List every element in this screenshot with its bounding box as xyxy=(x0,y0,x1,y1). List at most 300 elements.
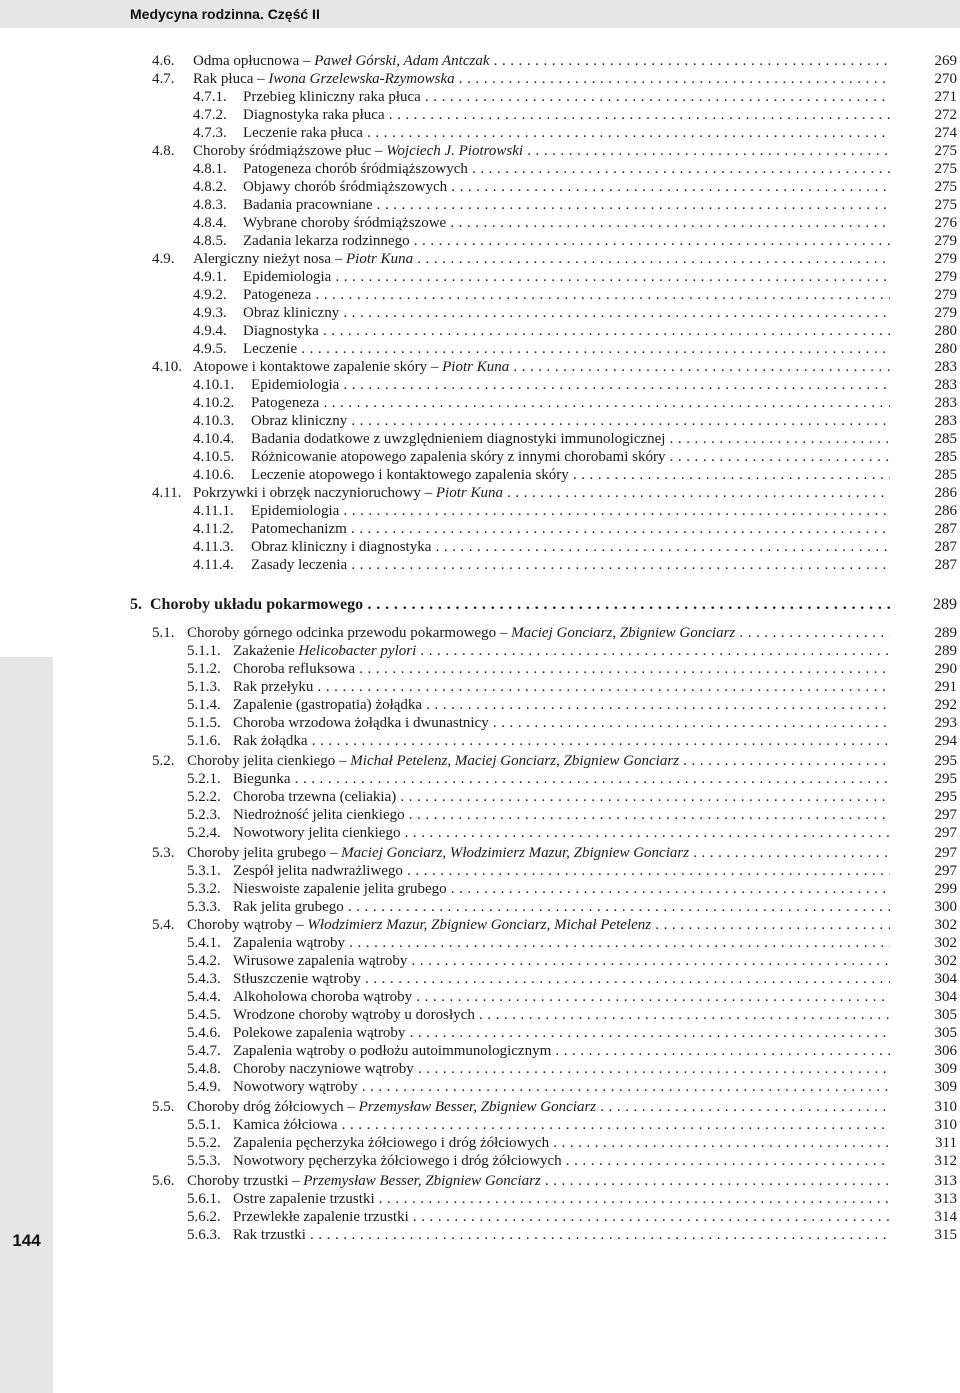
toc-entry-number: 4.9.4. xyxy=(193,323,227,339)
toc-entry-number: 5.2.4. xyxy=(187,825,221,841)
toc-entry xyxy=(0,988,960,1006)
toc-entry xyxy=(0,806,960,824)
toc-entry-page: 274 xyxy=(934,125,957,141)
toc-entry-number: 5.1.5. xyxy=(187,715,221,731)
toc-entry-title-text: Atopowe i kontaktowe zapalenie skóry xyxy=(193,359,428,375)
toc-entry-title xyxy=(233,880,890,898)
toc-entry-title: Rak płuca – Iwona Grzelewska-Rzymowska . . . xyxy=(193,70,890,88)
toc-entry-title-text: Choroby jelita cienkiego xyxy=(187,753,336,769)
toc-entry xyxy=(0,1098,960,1116)
toc-entry-title xyxy=(233,1060,890,1078)
toc-entry xyxy=(0,898,960,916)
toc-entry xyxy=(0,376,960,394)
toc-entry-title-text: Przewlekłe zapalenie trzustki xyxy=(233,1209,409,1225)
toc-entry-number: 5.3.3. xyxy=(187,899,221,915)
toc-entry-title-text: Odma opłucnowa xyxy=(193,53,300,69)
toc-entry xyxy=(0,502,960,520)
toc-entry-title: Choroby górnego odcinka przewodu pokarmowego – Maciej Gonciarz, Zbigniew Gonciarz . . . xyxy=(187,624,890,642)
toc-entry-number: 5.4.9. xyxy=(187,1079,221,1095)
toc-entry-number: 5. xyxy=(130,596,142,613)
toc-entry-page: 294 xyxy=(934,733,957,749)
toc-entry-title xyxy=(251,448,890,466)
toc-entry-title-text: Nowotwory jelita cienkiego xyxy=(233,825,401,841)
toc-entry-title-text: Polekowe zapalenia wątroby xyxy=(233,1025,406,1041)
toc-entry-page: 302 xyxy=(934,935,957,951)
toc-entry-page: 305 xyxy=(934,1025,957,1041)
toc-entry-number: 4.8.1. xyxy=(193,161,227,177)
toc-entry-title-text: Choroba trzewna (celiakia) xyxy=(233,789,397,805)
toc-entry-title xyxy=(243,196,890,214)
toc-entry-title-text: Rak płuca xyxy=(193,71,254,87)
toc-entry xyxy=(0,448,960,466)
toc-entry-author: Wojciech J. Piotrowski xyxy=(386,143,524,159)
toc-entry-title-text: Obraz kliniczny i diagnostyka xyxy=(251,539,432,555)
toc-entry-page: 279 xyxy=(934,233,957,249)
toc-entry-number: 4.10. xyxy=(152,359,182,375)
toc-entry xyxy=(0,770,960,788)
toc-entry xyxy=(0,556,960,574)
toc-entry-title xyxy=(233,1226,890,1244)
toc-entry xyxy=(0,732,960,750)
toc-entry xyxy=(0,660,960,678)
toc-entry-page: 310 xyxy=(934,1117,957,1133)
toc-entry xyxy=(0,520,960,538)
toc-entry-title xyxy=(233,1190,890,1208)
toc-entry-number: 4.9.2. xyxy=(193,287,227,303)
toc-entry-page: 314 xyxy=(934,1209,957,1225)
toc-entry-page: 286 xyxy=(934,485,957,501)
toc-entry-number: 5.4.3. xyxy=(187,971,221,987)
toc-entry xyxy=(0,70,960,88)
toc-entry-number: 5.2.3. xyxy=(187,807,221,823)
toc-entry-title-text: Leczenie atopowego i kontaktowego zapalenia skóry xyxy=(251,467,569,483)
toc-entry-page: 279 xyxy=(934,251,957,267)
toc-entry-number: 4.8.2. xyxy=(193,179,227,195)
toc-entry-page: 291 xyxy=(934,679,957,695)
toc-entry-title-text: Epidemiologia xyxy=(243,269,332,285)
toc-entry xyxy=(0,714,960,732)
toc-entry-page: 285 xyxy=(934,467,957,483)
toc-entry-page: 275 xyxy=(934,143,957,159)
toc-entry-number: 4.10.3. xyxy=(193,413,235,429)
toc-entry-number: 5.5.2. xyxy=(187,1135,221,1151)
toc-entry-author: Paweł Górski, Adam Antczak xyxy=(314,53,490,69)
toc-entry-author: Piotr Kuna xyxy=(346,251,414,267)
toc-entry-number: 4.9. xyxy=(152,251,175,267)
toc-entry xyxy=(0,52,960,70)
toc-entry-title xyxy=(233,952,890,970)
toc-entry-title-text: Obraz kliniczny xyxy=(251,413,348,429)
toc-entry-page: 287 xyxy=(934,557,957,573)
toc-entry-title-text: Zapalenia wątroby o podłożu autoimmunologicznym xyxy=(233,1043,552,1059)
toc-entry-number: 5.3. xyxy=(152,845,175,861)
toc-entry-page: 315 xyxy=(934,1227,957,1243)
toc-entry-page: 292 xyxy=(934,697,957,713)
toc-entry xyxy=(0,844,960,862)
toc-entry-number: 5.4.5. xyxy=(187,1007,221,1023)
toc-entry-title xyxy=(233,660,890,678)
toc-entry-page: 297 xyxy=(934,863,957,879)
toc-entry-number: 4.10.2. xyxy=(193,395,235,411)
toc-entry-title-text: Epidemiologia xyxy=(251,377,340,393)
toc-entry xyxy=(0,1208,960,1226)
toc-entry-number: 4.9.1. xyxy=(193,269,227,285)
book-title: Medycyna rodzinna. Część II xyxy=(130,6,320,22)
toc-entry-page: 286 xyxy=(934,503,957,519)
toc-entry xyxy=(0,142,960,160)
toc-entry-page: 305 xyxy=(934,1007,957,1023)
toc-entry-number: 4.11. xyxy=(152,485,182,501)
toc-entry-number: 5.4.1. xyxy=(187,935,221,951)
toc-entry-page: 313 xyxy=(934,1191,957,1207)
toc-entry-title xyxy=(251,412,890,430)
toc-entry-title xyxy=(243,88,890,106)
toc-entry-page: 297 xyxy=(934,825,957,841)
toc-entry-title-text: Objawy chorób śródmiąższowych xyxy=(243,179,448,195)
toc-entry xyxy=(0,1042,960,1060)
toc-entry-number: 5.1. xyxy=(152,625,175,641)
toc-entry xyxy=(0,232,960,250)
toc-entry xyxy=(0,934,960,952)
toc-entry-title: Choroby wątroby – Włodzimierz Mazur, Zbigniew Gonciarz, Michał Petelenz . . . xyxy=(187,916,890,934)
toc-entry-title xyxy=(243,322,890,340)
toc-entry-page: 283 xyxy=(934,359,957,375)
toc-entry-title xyxy=(233,970,890,988)
toc-entry-title xyxy=(233,1024,890,1042)
toc-entry-number: 4.9.3. xyxy=(193,305,227,321)
toc-entry-number: 4.10.5. xyxy=(193,449,235,465)
toc-entry-title: Choroby dróg żółciowych – Przemysław Besser, Zbigniew Gonciarz . . . xyxy=(187,1098,890,1116)
toc-entry-page: 309 xyxy=(934,1079,957,1095)
toc-entry-title xyxy=(243,268,890,286)
toc-entry xyxy=(0,788,960,806)
toc-entry-number: 4.7. xyxy=(152,71,175,87)
toc-entry-title-text: Rak żołądka xyxy=(233,733,308,749)
toc-entry-title xyxy=(243,232,890,250)
toc-entry-title: Choroby trzustki – Przemysław Besser, Zbigniew Gonciarz . . . xyxy=(187,1172,890,1190)
toc-entry-title xyxy=(251,520,890,538)
toc-entry xyxy=(0,250,960,268)
toc-entry xyxy=(0,358,960,376)
toc-entry-title xyxy=(233,1042,890,1060)
toc-entry xyxy=(0,286,960,304)
toc-entry-title xyxy=(243,214,890,232)
toc-entry-title xyxy=(233,1208,890,1226)
toc-entry-title-text: Różnicowanie atopowego zapalenia skóry z innymi chorobami skóry xyxy=(251,449,666,465)
toc-entry xyxy=(0,466,960,484)
toc-entry xyxy=(0,952,960,970)
toc-entry-page: 287 xyxy=(934,539,957,555)
toc-entry xyxy=(0,88,960,106)
toc-entry-title xyxy=(233,824,890,842)
toc-entry-title xyxy=(251,376,890,394)
toc-entry-number: 5.6.2. xyxy=(187,1209,221,1225)
toc-entry-title-text: Choroby jelita grubego xyxy=(187,845,327,861)
toc-entry-number: 4.11.2. xyxy=(193,521,234,537)
toc-entry-title-text: Zapalenia wątroby xyxy=(233,935,346,951)
toc-entry-title-text: Alkoholowa choroba wątroby xyxy=(233,989,413,1005)
toc-entry-page: 289 xyxy=(934,625,957,641)
toc-entry-title-text: Zasady leczenia xyxy=(251,557,348,573)
toc-entry xyxy=(0,696,960,714)
toc-entry-number: 4.11.3. xyxy=(193,539,234,555)
toc-entry-title-text: Diagnostyka raka płuca xyxy=(243,107,385,123)
toc-entry-title xyxy=(243,160,890,178)
toc-entry-title-text: Patomechanizm xyxy=(251,521,347,537)
toc-entry xyxy=(0,196,960,214)
toc-entry-page: 285 xyxy=(934,449,957,465)
toc-entry-title-text: Niedrożność jelita cienkiego xyxy=(233,807,405,823)
toc-entry-title-text: Zapalenia pęcherzyka żółciowego i dróg żółciowych xyxy=(233,1135,550,1151)
toc-entry xyxy=(0,880,960,898)
toc-entry xyxy=(0,430,960,448)
toc-entry-number: 4.7.2. xyxy=(193,107,227,123)
toc-entry xyxy=(0,970,960,988)
toc-entry-page: 270 xyxy=(934,71,957,87)
toc-entry-page: 310 xyxy=(934,1099,957,1115)
toc-entry-number: 5.5. xyxy=(152,1099,175,1115)
toc-entry-number: 4.7.3. xyxy=(193,125,227,141)
toc-entry-page: 313 xyxy=(934,1173,957,1189)
toc-entry-number: 5.6. xyxy=(152,1173,175,1189)
toc-entry-title xyxy=(233,642,890,660)
toc-entry-title xyxy=(243,106,890,124)
toc-entry-title xyxy=(233,806,890,824)
toc-entry-page: 295 xyxy=(934,753,957,769)
toc-entry-title-text: Zakażenie xyxy=(233,643,295,659)
toc-entry xyxy=(0,678,960,696)
toc-entry-page: 312 xyxy=(934,1153,957,1169)
toc-entry-page: 297 xyxy=(934,807,957,823)
toc-entry-page: 289 xyxy=(934,643,957,659)
toc-entry-title xyxy=(243,178,890,196)
toc-entry-title: Atopowe i kontaktowe zapalenie skóry – Piotr Kuna . . . xyxy=(193,358,890,376)
toc-entry xyxy=(0,124,960,142)
toc-entry-number: 5.4.4. xyxy=(187,989,221,1005)
toc-entry-page: 289 xyxy=(933,596,957,613)
toc-entry-title-text: Choroba refluksowa xyxy=(233,661,356,677)
toc-entry-page: 280 xyxy=(934,341,957,357)
toc-entry-title-text: Choroby trzustki xyxy=(187,1173,289,1189)
toc-entry-title-text: Ostre zapalenie trzustki xyxy=(233,1191,375,1207)
toc-entry-title-text: Zespół jelita nadwrażliwego xyxy=(233,863,403,879)
toc-entry-author: Maciej Gonciarz, Włodzimierz Mazur, Zbigniew Gonciarz xyxy=(341,845,690,861)
toc-entry-page: 271 xyxy=(934,89,957,105)
toc-entry-page: 290 xyxy=(934,661,957,677)
toc-entry-number: 5.1.3. xyxy=(187,679,221,695)
toc-entry-number: 5.6.1. xyxy=(187,1191,221,1207)
toc-entry-number: 4.7.1. xyxy=(193,89,227,105)
toc-entry xyxy=(0,596,960,614)
toc-entry xyxy=(0,1060,960,1078)
toc-entry-title-text: Choroby układu pokarmowego xyxy=(150,596,364,613)
toc-entry-title-text: Leczenie xyxy=(243,341,298,357)
toc-entry-title xyxy=(251,466,890,484)
toc-entry-page: 276 xyxy=(934,215,957,231)
toc-entry-title-text: Nieswoiste zapalenie jelita grubego xyxy=(233,881,447,897)
toc-entry-number: 5.2.2. xyxy=(187,789,221,805)
toc-entry-title-text: Patogeneza xyxy=(251,395,320,411)
toc-entry-number: 5.4.8. xyxy=(187,1061,221,1077)
toc-entry xyxy=(0,624,960,642)
toc-entry-page: 283 xyxy=(934,395,957,411)
toc-entry-number: 4.8.3. xyxy=(193,197,227,213)
toc-entry-page: 280 xyxy=(934,323,957,339)
toc-entry-number: 5.5.3. xyxy=(187,1153,221,1169)
toc-entry-title-text: Nowotwory pęcherzyka żółciowego i dróg żółciowych xyxy=(233,1153,562,1169)
toc-entry-page: 295 xyxy=(934,771,957,787)
toc-entry-title xyxy=(150,596,890,614)
toc-entry-title-text: Rak trzustki xyxy=(233,1227,306,1243)
toc-entry xyxy=(0,1006,960,1024)
toc-entry-title-text: Kamica żółciowa xyxy=(233,1117,338,1133)
toc-entry-page: 311 xyxy=(935,1135,957,1151)
toc-entry-title-text: Choroby śródmiąższowe płuc xyxy=(193,143,372,159)
toc-entry-page: 275 xyxy=(934,179,957,195)
toc-entry-title: Choroby jelita cienkiego – Michał Petelenz, Maciej Gonciarz, Zbigniew Gonciarz . . . xyxy=(187,752,890,770)
toc-entry-number: 5.4.2. xyxy=(187,953,221,969)
toc-entry-title xyxy=(233,934,890,952)
toc-entry-title-text: Alergiczny nieżyt nosa xyxy=(193,251,332,267)
toc-entry-page: 299 xyxy=(934,881,957,897)
toc-entry xyxy=(0,1116,960,1134)
toc-entry xyxy=(0,340,960,358)
toc-entry-page: 306 xyxy=(934,1043,957,1059)
toc-entry-page: 302 xyxy=(934,917,957,933)
toc-entry-title xyxy=(233,1134,890,1152)
toc-entry xyxy=(0,1172,960,1190)
toc-entry-author: Włodzimierz Mazur, Zbigniew Gonciarz, Michał Petelenz xyxy=(307,917,652,933)
toc-entry-title-text: Wrodzone choroby wątroby u dorosłych xyxy=(233,1007,475,1023)
toc-entry-title-text: Wybrane choroby śródmiąższowe xyxy=(243,215,447,231)
toc-entry-title xyxy=(233,714,890,732)
toc-entry-title-text: Choroby naczyniowe wątroby xyxy=(233,1061,414,1077)
toc-entry-title xyxy=(233,732,890,750)
toc-entry xyxy=(0,412,960,430)
toc-entry-title xyxy=(251,430,890,448)
toc-entry-title-text: Leczenie raka płuca xyxy=(243,125,363,141)
toc-entry-page: 295 xyxy=(934,789,957,805)
toc-entry-number: 4.10.1. xyxy=(193,377,235,393)
toc-entry-title: Alergiczny nieżyt nosa – Piotr Kuna . . . xyxy=(193,250,890,268)
toc-entry-page: 309 xyxy=(934,1061,957,1077)
toc-entry-title: Choroby śródmiąższowe płuc – Wojciech J. Piotrowski . . . xyxy=(193,142,890,160)
toc-entry xyxy=(0,322,960,340)
toc-entry-number: 5.1.2. xyxy=(187,661,221,677)
toc-entry-title xyxy=(233,678,890,696)
toc-entry-page: 279 xyxy=(934,287,957,303)
toc-entry xyxy=(0,214,960,232)
toc-entry-number: 5.4.6. xyxy=(187,1025,221,1041)
toc-entry-title-text: Rak jelita grubego xyxy=(233,899,344,915)
toc-entry-page: 279 xyxy=(934,305,957,321)
toc-entry-author: Piotr Kuna xyxy=(442,359,510,375)
toc-entry-page: 275 xyxy=(934,161,957,177)
toc-entry-title xyxy=(233,788,890,806)
toc-entry-number: 4.9.5. xyxy=(193,341,227,357)
toc-entry-title xyxy=(233,1006,890,1024)
toc-entry-title xyxy=(233,770,890,788)
toc-entry-title-text: Choroba wrzodowa żołądka i dwunastnicy xyxy=(233,715,489,731)
toc-entry-title-text: Rak przełyku xyxy=(233,679,314,695)
toc-entry-title-text: Pokrzywki i obrzęk naczynioruchowy xyxy=(193,485,421,501)
toc-entry-page: 297 xyxy=(934,845,957,861)
toc-entry-page: 293 xyxy=(934,715,957,731)
toc-entry-page: 287 xyxy=(934,521,957,537)
toc-entry xyxy=(0,484,960,502)
toc-entry-title xyxy=(251,394,890,412)
toc-entry-title-text: Badania dodatkowe z uwzględnieniem diagnostyki immunologicznej xyxy=(251,431,666,447)
toc-entry-page: 304 xyxy=(934,989,957,1005)
toc-entry-title: Choroby jelita grubego – Maciej Gonciarz, Włodzimierz Mazur, Zbigniew Gonciarz . . . xyxy=(187,844,890,862)
toc-entry xyxy=(0,752,960,770)
toc-entry-title xyxy=(233,1152,890,1170)
toc-entry xyxy=(0,642,960,660)
toc-entry-number: 5.3.2. xyxy=(187,881,221,897)
toc-entry-page: 283 xyxy=(934,413,957,429)
toc-entry-title xyxy=(251,556,890,574)
toc-entry-title xyxy=(233,1116,890,1134)
toc-entry-page: 283 xyxy=(934,377,957,393)
toc-entry-author: Iwona Grzelewska-Rzymowska xyxy=(268,71,455,87)
toc-entry-title xyxy=(233,862,890,880)
toc-entry-number: 5.4.7. xyxy=(187,1043,221,1059)
toc-entry-title-text: Patogeneza chorób śródmiąższowych xyxy=(243,161,468,177)
toc-entry-title-italic: Helicobacter pylori xyxy=(298,643,417,659)
toc-entry-title-text: Nowotwory wątroby xyxy=(233,1079,358,1095)
toc-entry-author: Michał Petelenz, Maciej Gonciarz, Zbigniew Gonciarz xyxy=(350,753,679,769)
toc-entry-page: 300 xyxy=(934,899,957,915)
toc-entry-title-text: Epidemiologia xyxy=(251,503,340,519)
toc-entry-title xyxy=(243,286,890,304)
toc-entry-number: 4.10.4. xyxy=(193,431,235,447)
toc-entry-number: 4.11.4. xyxy=(193,557,234,573)
toc-entry-page: 304 xyxy=(934,971,957,987)
toc-entry xyxy=(0,916,960,934)
toc-entry-title-text: Zapalenie (gastropatia) żołądka xyxy=(233,697,423,713)
toc-entry xyxy=(0,862,960,880)
toc-entry-page: 279 xyxy=(934,269,957,285)
toc-entry xyxy=(0,1226,960,1244)
toc-entry-title-text: Przebieg kliniczny raka płuca xyxy=(243,89,421,105)
toc-entry-title xyxy=(251,538,890,556)
toc-entry-author: Maciej Gonciarz, Zbigniew Gonciarz xyxy=(511,625,736,641)
toc-entry-title-text: Obraz kliniczny xyxy=(243,305,340,321)
toc-entry-title xyxy=(233,1078,890,1096)
toc-entry-page: 302 xyxy=(934,953,957,969)
toc-entry-title-text: Wirusowe zapalenia wątroby xyxy=(233,953,408,969)
toc-entry xyxy=(0,1134,960,1152)
toc-entry-number: 5.3.1. xyxy=(187,863,221,879)
toc-entry xyxy=(0,160,960,178)
toc-entry-page: 272 xyxy=(934,107,957,123)
toc-entry xyxy=(0,106,960,124)
toc-entry-number: 5.2. xyxy=(152,753,175,769)
toc-entry-title-text: Stłuszczenie wątroby xyxy=(233,971,361,987)
toc-entry-title-text: Choroby górnego odcinka przewodu pokarmowego xyxy=(187,625,497,641)
toc-entry-page: 285 xyxy=(934,431,957,447)
toc-entry-number: 4.11.1. xyxy=(193,503,234,519)
toc-entry-title-text: Choroby dróg żółciowych xyxy=(187,1099,344,1115)
toc-entry-title-text: Biegunka xyxy=(233,771,291,787)
toc-entry xyxy=(0,1078,960,1096)
toc-entry xyxy=(0,178,960,196)
toc-entry-number: 5.1.4. xyxy=(187,697,221,713)
toc-entry-page: 269 xyxy=(934,53,957,69)
page-number: 144 xyxy=(12,1231,41,1250)
toc-entry xyxy=(0,824,960,842)
toc-entry-title-text: Patogeneza xyxy=(243,287,312,303)
